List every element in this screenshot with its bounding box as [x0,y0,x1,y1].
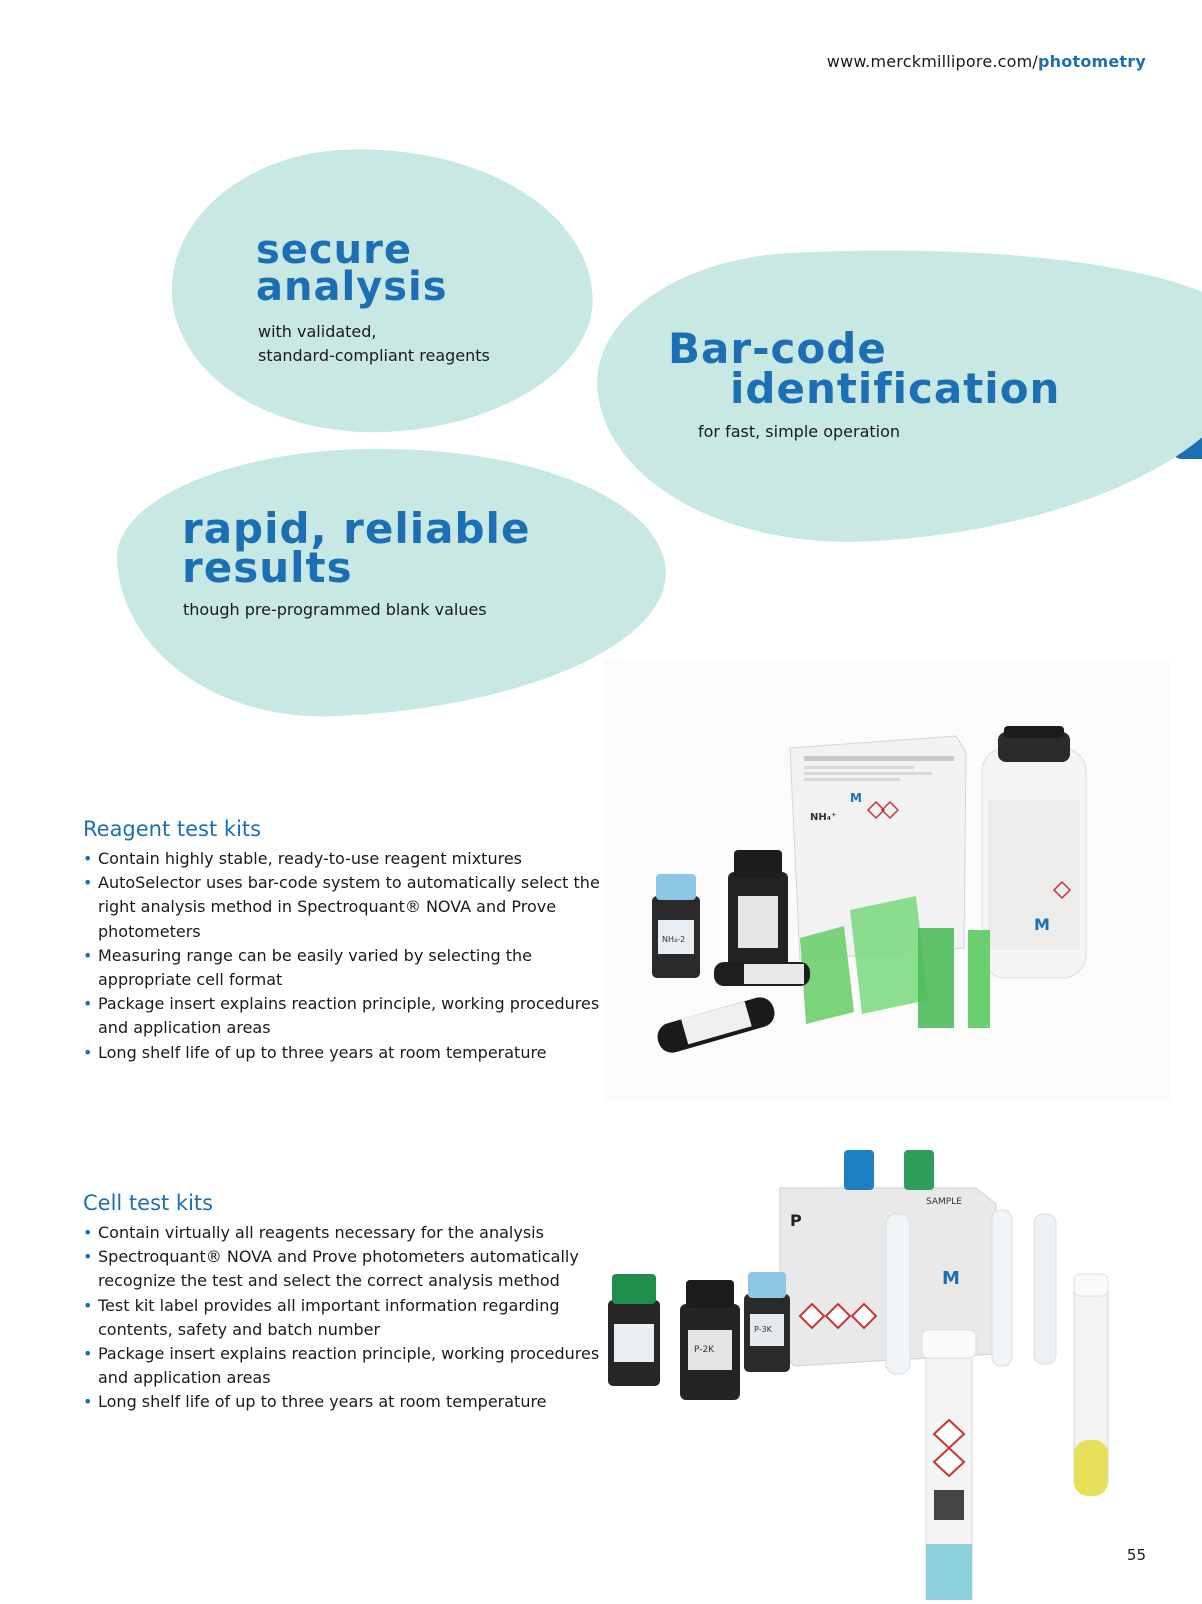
page-number: 55 [1126,1546,1146,1564]
cell-kits-section [83,1189,603,1415]
cell-kits-heading: Cell test kits [83,1191,214,1215]
box-logo: M [850,791,862,805]
bottle1-label: P-2K [694,1345,715,1355]
website-url[interactable] [827,52,1146,71]
cell-kits-list [83,1221,603,1415]
box-label: P [790,1211,802,1230]
list-item: • AutoSelector uses bar-code system to automatically select the right analysis method in Spectroquant® NOVA and Prove photometers [83,871,603,944]
url-prefix: www.merckmillipore.com/ [826,52,1039,71]
feature-subtitle-secure: with validated, standard-compliant reagents [258,322,490,365]
reagent-kit-photo [604,660,1170,1102]
bottle-logo: M [1034,915,1050,934]
reagent-kit-illustration [604,660,1170,1102]
box-label: NH₄⁺ [810,812,837,823]
small-bottle-label: NH₄-2 [662,935,686,944]
feature-title-barcode-line2: identification [730,364,1061,413]
list-item: • Test kit label provides all important information regarding contents, safety and batch number [83,1294,603,1342]
feature-title-secure: secure analysis [256,227,448,310]
reagent-kits-list [83,847,603,1065]
url-suffix: photometry [1038,52,1146,71]
list-item: • Contain highly stable, ready-to-use reagent mixtures [83,847,603,871]
list-item: • Measuring range can be easily varied by selecting the appropriate cell format [83,944,603,992]
feature-subtitle-barcode: for fast, simple operation [698,422,901,441]
list-item: • Spectroquant® NOVA and Prove photometers automatically recognize the test and select the correct analysis method [83,1245,603,1293]
reagent-kits-section [83,815,603,1065]
feature-title-barcode-line1: Bar-code [668,324,887,373]
cell-kit-photo [604,1144,1120,1600]
box-header: SAMPLE [926,1197,962,1207]
feature-subtitle-rapid: though pre-programmed blank values [183,600,487,619]
list-item: • Package insert explains reaction principle, working procedures and application areas [83,992,603,1040]
list-item: • Long shelf life of up to three years at room temperature [83,1041,603,1065]
list-item: • Contain virtually all reagents necessary for the analysis [83,1221,603,1245]
feature-title-rapid: rapid, reliable results [182,504,531,592]
bottle2-label: P-3K [754,1325,772,1334]
cell-kit-illustration [604,1144,1120,1600]
reagent-kits-heading: Reagent test kits [83,817,262,841]
list-item: • Long shelf life of up to three years at room temperature [83,1390,603,1414]
box-logo: M [942,1268,960,1289]
list-item: • Package insert explains reaction principle, working procedures and application areas [83,1342,603,1390]
